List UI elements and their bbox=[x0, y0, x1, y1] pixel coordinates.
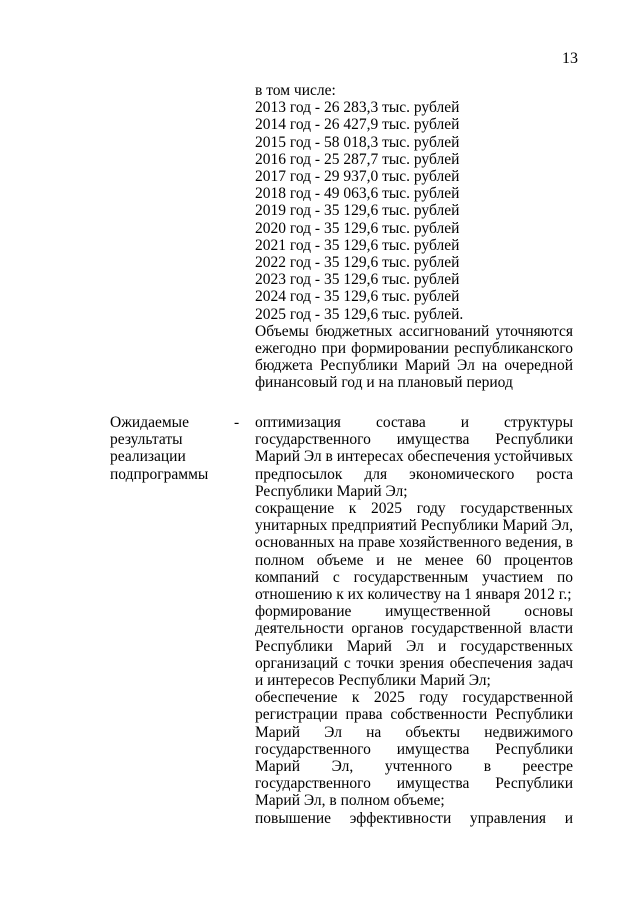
funding-year-line: 2024 год - 35 129,6 тыс. рублей bbox=[255, 288, 460, 306]
funding-year-line: 2023 год - 35 129,6 тыс. рублей bbox=[255, 271, 460, 289]
expected-results bbox=[255, 414, 573, 827]
funding-year-line: 2018 год - 49 063,6 тыс. рублей bbox=[255, 185, 460, 203]
result-item: формирование имущественной основы деятельности органов государственной власти Республики Марий Эл и государственных организаций с точки зрения обеспечения задач и интересов Республики Марий Эл; bbox=[255, 603, 573, 690]
funding-intro: в том числе: bbox=[255, 82, 336, 99]
results-dash: - bbox=[234, 414, 240, 431]
result-item: обеспечение к 2025 году государственной регистрации права собственности Республики Марий Эл на объекты недвижимого государственного имущества Республики Марий Эл, учтенного в реестре государственного имущества Республики Марий Эл, в полном объеме; bbox=[255, 689, 573, 810]
funding-year-line: 2017 год - 29 937,0 тыс. рублей bbox=[255, 168, 460, 186]
funding-year-line: 2022 год - 35 129,6 тыс. рублей bbox=[255, 254, 460, 272]
funding-year-line: 2016 год - 25 287,7 тыс. рублей bbox=[255, 150, 460, 168]
funding-note: Объемы бюджетных ассигнований уточняются ежегодно при формировании республиканского бюджета Республики Марий Эл на очередной финансовый год и на плановый период bbox=[255, 322, 573, 392]
funding-year-line: 2021 год - 35 129,6 тыс. рублей bbox=[255, 236, 460, 254]
funding-year-line: 2015 год - 58 018,3 тыс. рублей bbox=[255, 133, 460, 151]
funding-year-line: 2013 год - 26 283,3 тыс. рублей bbox=[255, 99, 460, 117]
funding-breakdown bbox=[255, 82, 573, 392]
result-item: сокращение к 2025 году государственных унитарных предприятий Республики Марий Эл, основанных на праве хозяйственного ведения, в полном объеме и не менее 60 процентов компаний с государственным участием по отношению к их количеству на 1 января 2012 г.; bbox=[255, 500, 573, 604]
page-number: 13 bbox=[562, 50, 578, 67]
result-item: оптимизация состава и структуры государственного имущества Республики Марий Эл в интересах обеспечения устойчивых предпосылок для экономического роста Республики Марий Эл; bbox=[255, 414, 573, 500]
results-label: Ожидаемые результаты реализации подпрограммы bbox=[110, 414, 209, 483]
funding-year-line: 2014 год - 26 427,9 тыс. рублей bbox=[255, 116, 460, 134]
result-item: повышение эффективности управления и bbox=[255, 809, 573, 827]
funding-year-line: 2025 год - 35 129,6 тыс. рублей. bbox=[255, 305, 464, 323]
funding-year-line: 2020 год - 35 129,6 тыс. рублей bbox=[255, 219, 460, 237]
funding-year-line: 2019 год - 35 129,6 тыс. рублей bbox=[255, 202, 460, 220]
